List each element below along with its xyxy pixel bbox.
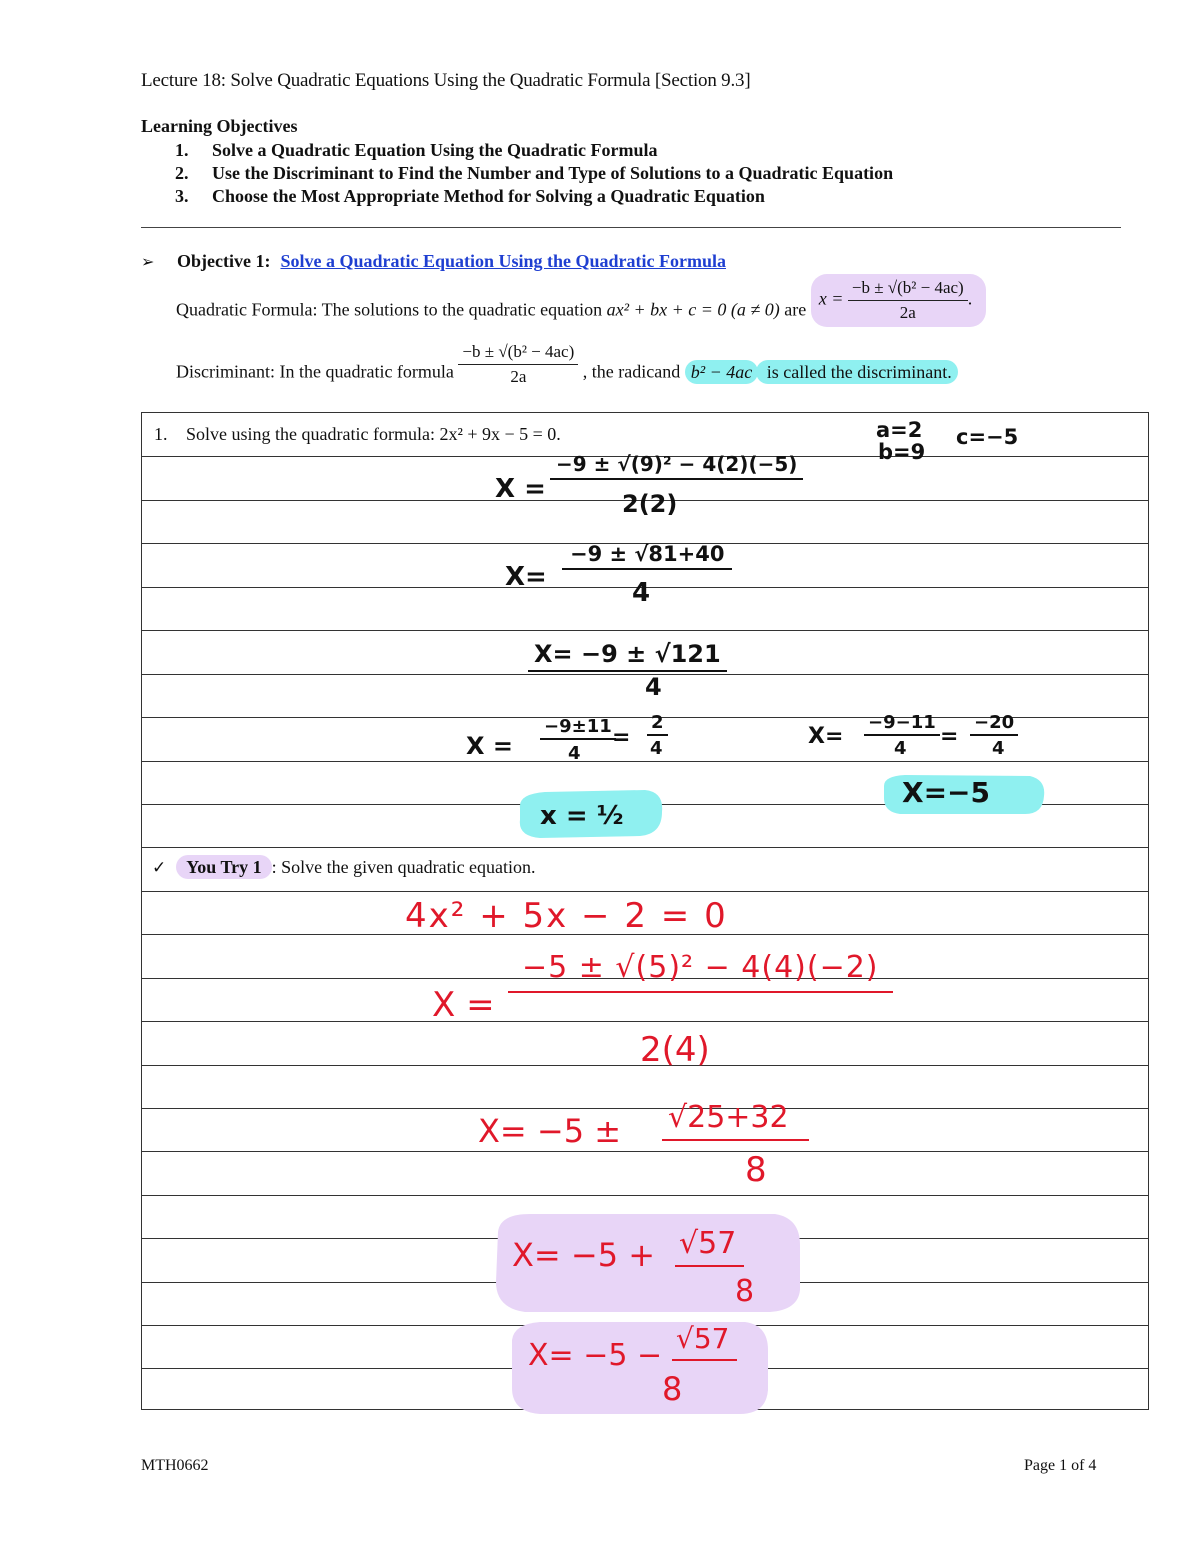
- hw-p1-step4a-eq: =: [612, 725, 631, 750]
- hw-p1-step4a-den: 4: [568, 743, 581, 764]
- objective-item: 1. Solve a Quadratic Equation Using the Quadratic Formula: [175, 140, 658, 160]
- hw-yt-answer-2-lhs: X= −5 −: [528, 1338, 663, 1373]
- problem-1-prompt: 1. Solve using the quadratic formula: 2x² + 9x − 5 = 0.: [154, 424, 561, 444]
- you-try-label: You Try 1: [176, 855, 271, 879]
- hw-p1-answer-1: x = ½: [540, 801, 624, 831]
- page-title: Lecture 18: Solve Quadratic Equations Using the Quadratic Formula [Section 9.3]: [141, 70, 751, 91]
- footer-course-code: MTH0662: [141, 1457, 209, 1474]
- hw-p1-step4b-den: 4: [894, 738, 907, 759]
- hw-yt-answer-1-lhs: X= −5 +: [512, 1236, 656, 1274]
- hw-coef-a: a=2: [876, 418, 923, 442]
- you-try-1-prompt: ✓ You Try 1 : Solve the given quadratic equation.: [152, 857, 536, 878]
- objective-item: 3. Choose the Most Appropriate Method for Solving a Quadratic Equation: [175, 186, 765, 206]
- hw-yt-step1-num: −5 ± √(5)² − 4(4)(−2): [508, 950, 893, 993]
- learning-objectives-heading: Learning Objectives: [141, 116, 298, 136]
- hw-p1-step2-num: −9 ± √81+40: [562, 542, 732, 570]
- hw-p1-step4b-eq: =: [940, 724, 959, 749]
- hw-p1-step4a-lhs: X =: [466, 732, 513, 760]
- hw-p1-step1-den: 2(2): [622, 490, 678, 518]
- hw-p1-step4b-rden: 4: [992, 738, 1005, 759]
- hw-coef-c: c=−5: [956, 425, 1019, 449]
- hw-yt-answer-1-rad: √57: [675, 1226, 744, 1267]
- hw-yt-answer-2-den: 8: [662, 1370, 683, 1408]
- hw-p1-step1-lhs: X =: [495, 474, 546, 504]
- quadratic-equation: ax² + bx + c = 0 (a ≠ 0): [606, 299, 780, 320]
- hw-yt-step2-lhs: X= −5 ±: [478, 1112, 622, 1150]
- hw-p1-step3: X= −9 ± √121: [528, 640, 727, 672]
- discriminant-statement: Discriminant: In the quadratic formula $\frac{\text{−b ± √(b² − 4ac)}}{2a}$ , the radicand b² − 4ac is called the discriminant.: [176, 360, 958, 387]
- hw-p1-answer-2: X=−5: [902, 776, 990, 809]
- hw-p1-step4a-num: −9±11: [540, 716, 616, 740]
- hw-yt-step2-den: 8: [745, 1150, 767, 1190]
- hw-p1-step4b-num: −9−11: [864, 712, 940, 736]
- hw-p1-step3-den: 4: [645, 673, 662, 701]
- discriminant-formula-fraction: $\frac{\text{−b ± √(b² − 4ac)}}{2a}$: [458, 342, 578, 387]
- radicand-highlight: b² − 4ac: [685, 360, 759, 384]
- checkmark-icon: ✓: [152, 858, 167, 878]
- hw-p1-step4a-rnum: 2: [647, 712, 668, 736]
- hw-p1-step4a-rden: 4: [650, 738, 663, 759]
- hw-p1-step1-num: −9 ± √(9)² − 4(2)(−5): [550, 452, 803, 480]
- hw-p1-step2-lhs: X=: [505, 562, 547, 592]
- objective-1-heading: ➢ Objective 1: Solve a Quadratic Equation Using the Quadratic Formula: [141, 251, 726, 271]
- hw-coef-b: b=9: [878, 440, 926, 464]
- objective-item: 2. Use the Discriminant to Find the Number and Type of Solutions to a Quadratic Equation: [175, 163, 894, 183]
- footer-page-number: Page 1 of 4: [1024, 1457, 1097, 1474]
- hw-yt-step1-den: 2(4): [640, 1030, 710, 1070]
- quadratic-formula-statement: Quadratic Formula: The solutions to the quadratic equation ax² + bx + c = 0 (a ≠ 0) are x = $\frac{\text{−b ± √(b² − 4ac)}}{2a}$ .: [176, 296, 986, 327]
- hw-p1-step4b-rnum: −20: [970, 712, 1018, 736]
- hw-yt-answer-1-den: 8: [735, 1274, 755, 1309]
- hw-yt-step2-rad: √25+32: [662, 1100, 809, 1141]
- objective-1-link[interactable]: Solve a Quadratic Equation Using the Quadratic Formula: [280, 251, 726, 271]
- discriminant-highlight: is called the discriminant.: [756, 360, 957, 384]
- hw-yt-equation: 4x² + 5x − 2 = 0: [405, 896, 728, 936]
- hw-yt-step1-lhs: X =: [432, 985, 495, 1025]
- hw-p1-step2-den: 4: [632, 578, 651, 608]
- formula-highlight: x = $\frac{\text{−b ± √(b² − 4ac)}}{2a}$ .: [811, 274, 987, 327]
- arrow-bullet-icon: ➢: [141, 252, 155, 271]
- hw-p1-step4b-lhs: X=: [808, 724, 844, 749]
- hw-yt-answer-2-rad: √57: [672, 1322, 737, 1361]
- quadratic-formula-fraction: $\frac{\text{−b ± √(b² − 4ac)}}{2a}$: [848, 278, 968, 323]
